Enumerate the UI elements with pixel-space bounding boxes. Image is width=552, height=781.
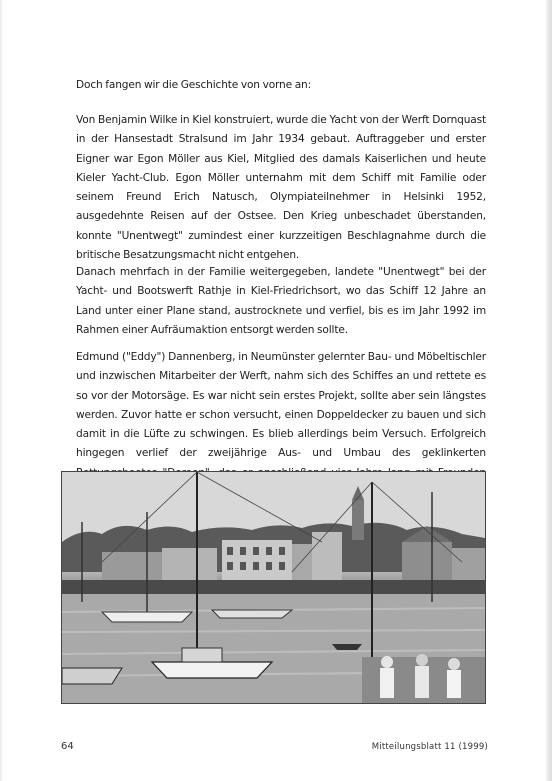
- page-edge-left: [0, 0, 2, 781]
- page-edge-right: [546, 0, 552, 781]
- intro-line: Doch fangen wir die Geschichte von vorne an:: [76, 79, 312, 91]
- publication-footer: Mitteilungsblatt 11 (1999): [371, 742, 488, 752]
- paragraph-history: Von Benjamin Wilke in Kiel konstruiert, wurde die Yacht von der Werft Dornquast in der Hansestadt Stralsund im Jahr 1934 gebaut. Auftraggeber und erster Eigner war Egon Möller aus Kiel, Mitglied des damals Kaiserlichen und heute Kieler Yacht-Club. Egon Möller unternahm mit dem Schiff mit Familie oder seinem Freund Erich Natusch, Olympiateilnehmer in Helsinki 1952, ausgedehnte Reisen auf der Ostsee. Den Krieg unbeschadet überstanden, konnte "Unentwegt" zumindest einer kurzzeitigen Beschlagnahme durch die britische Besatzungsmacht nicht entgehen.: [76, 114, 486, 262]
- paragraph-rathje: Danach mehrfach in der Familie weitergegeben, landete "Unentwegt" bei der Yacht- und Bootswerft Rathje in Kiel-Friedrichsort, wo das Schiff 12 Jahre an Land unter einer Plane stand, austrocknete und verfiel, bis es im Jahr 1992 im Rahmen einer Aufräumaktion entsorgt werden sollte.: [76, 266, 486, 336]
- page-number: 64: [61, 741, 74, 752]
- harbor-photo: [61, 471, 486, 704]
- paragraph-dannenberg: Edmund ("Eddy") Dannenberg, in Neumünster gelernter Bau- und Möbeltischler und inzwischen Mitarbeiter der Werft, nahm sich des Schiffes an und rettete es so vor der Motorsäge. Es war nicht sein erstes Projekt, sollte aber sein längstes werden. Zuvor hatte er schon versucht, einen Doppeldecker zu bauen und sich damit in die Lüfte zu schwingen. Es blieb allerdings beim Versuch. Erfolgreich hingegen verlief der zweijährige Aus- und Umbau des geklinkerten: [76, 351, 486, 460]
